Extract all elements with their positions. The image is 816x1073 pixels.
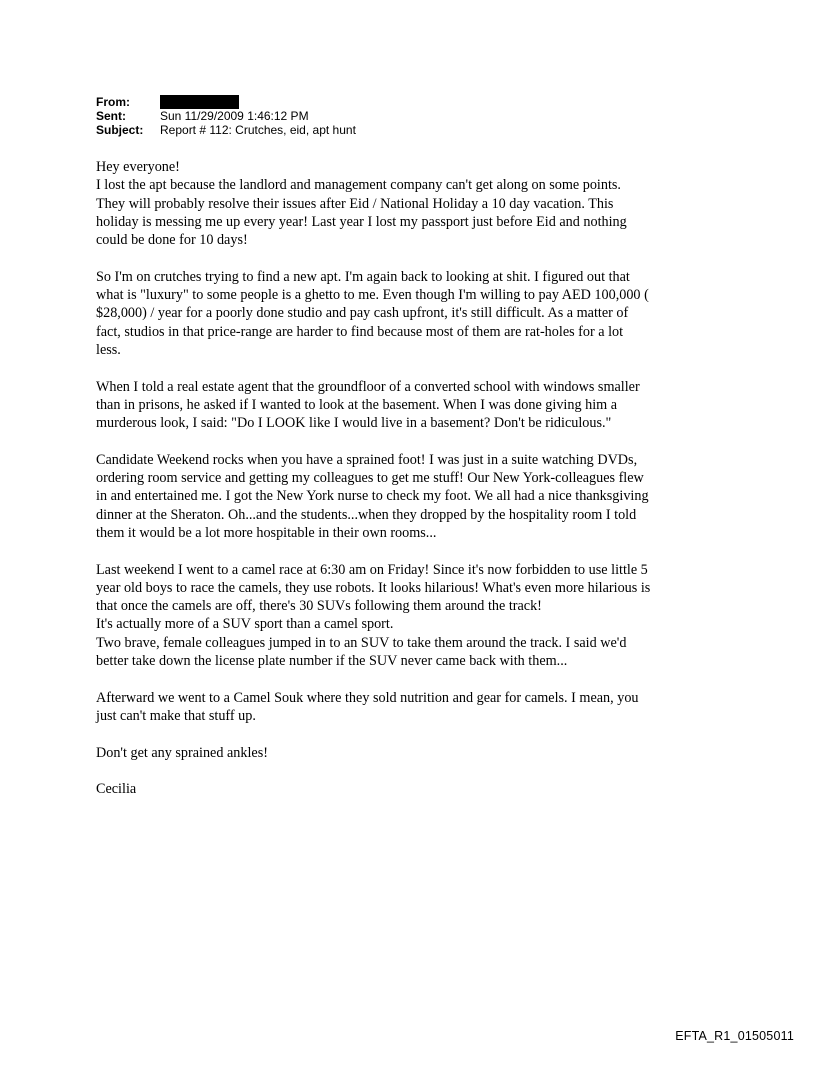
body-line: Afterward we went to a Camel Souk where they sold nutrition and gear for camels. I mean, you	[96, 689, 639, 706]
body-line: I lost the apt because the landlord and management company can't get along on some points.	[96, 177, 621, 194]
email-body	[96, 158, 726, 817]
from-label: From:	[96, 95, 130, 109]
body-line: less.	[96, 341, 121, 358]
body-line: Last weekend I went to a camel race at 6:30 am on Friday! Since it's now forbidden to use little 5	[96, 561, 648, 578]
paragraph-agent	[96, 378, 726, 433]
subject-label: Subject:	[96, 123, 144, 137]
body-line: that once the camels are off, there's 30 SUVs following them around the track!	[96, 598, 542, 615]
body-line: them it would be a lot more hospitable in their own rooms...	[96, 524, 437, 541]
body-line: It's actually more of a SUV sport than a camel sport.	[96, 616, 394, 633]
body-line: fact, studios in that price-range are harder to find because most of them are rat-holes for a lot	[96, 323, 624, 340]
body-line: dinner at the Sheraton. Oh...and the students...when they dropped by the hospitality room I told	[96, 506, 637, 523]
body-line: Two brave, female colleagues jumped in to an SUV to take them around the track. I said we'd	[96, 634, 627, 651]
body-line: could be done for 10 days!	[96, 232, 248, 249]
sent-value: Sun 11/29/2009 1:46:12 PM	[160, 109, 309, 123]
subject-value: Report # 112: Crutches, eid, apt hunt	[160, 123, 356, 137]
body-line: Don't get any sprained ankles!	[96, 744, 268, 761]
body-line: So I'm on crutches trying to find a new apt. I'm again back to looking at shit. I figured out that	[96, 268, 630, 285]
body-line: holiday is messing me up every year! Last year I lost my passport just before Eid and nothing	[96, 213, 627, 230]
body-line: They will probably resolve their issues after Eid / National Holiday a 10 day vacation. This	[96, 195, 614, 212]
body-line: $28,000) / year for a poorly done studio and pay cash upfront, it's still difficult. As a matter of	[96, 305, 629, 322]
redacted-sender	[160, 95, 239, 109]
paragraph-apartment	[96, 268, 726, 359]
from-row	[96, 95, 356, 109]
paragraph-camel-race	[96, 561, 726, 671]
sent-row	[96, 109, 356, 123]
signature	[96, 780, 726, 798]
email-header	[96, 95, 356, 137]
body-line: ordering room service and getting my colleagues to get me stuff! Our New York-colleagues flew	[96, 470, 644, 487]
body-line: Hey everyone!	[96, 159, 180, 175]
signature-name: Cecilia	[96, 781, 137, 798]
body-line: just can't make that stuff up.	[96, 707, 256, 724]
body-line: year old boys to race the camels, they use robots. It looks hilarious! What's even more hilarious is	[96, 579, 651, 596]
paragraph-closing	[96, 744, 726, 762]
body-line: what is "luxury" to some people is a ghetto to me. Even though I'm willing to pay AED 100,000 (	[96, 287, 649, 304]
paragraph-greeting	[96, 158, 726, 249]
sent-label: Sent:	[96, 109, 126, 123]
body-line: better take down the license plate number if the SUV never came back with them...	[96, 653, 568, 670]
body-line: When I told a real estate agent that the groundfloor of a converted school with windows smaller	[96, 378, 640, 395]
subject-row	[96, 123, 356, 137]
body-line: murderous look, I said: "Do I LOOK like I would live in a basement? Don't be ridiculous."	[96, 415, 612, 432]
document-id: EFTA_R1_01505011	[675, 1029, 794, 1043]
paragraph-camel-souk	[96, 689, 726, 726]
body-line: in and entertained me. I got the New York nurse to check my foot. We all had a nice thanksgiving	[96, 488, 649, 505]
body-line: than in prisons, he asked if I wanted to look at the basement. When I was done giving him a	[96, 396, 618, 413]
paragraph-candidate-weekend	[96, 451, 726, 542]
body-line: Candidate Weekend rocks when you have a sprained foot! I was just in a suite watching DVDs,	[96, 451, 638, 468]
